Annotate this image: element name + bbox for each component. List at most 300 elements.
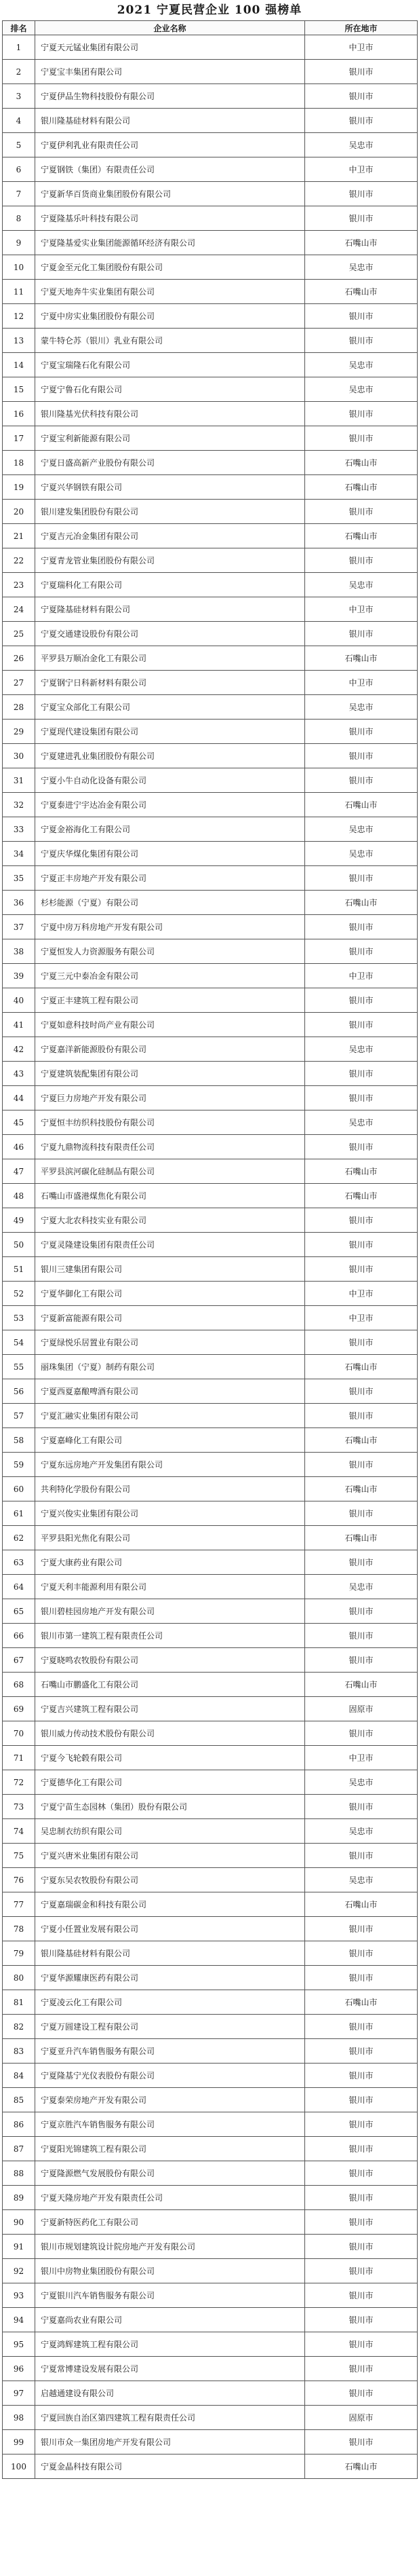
company-name-cell: 宁夏宝利新能源有限公司 [35, 426, 305, 451]
company-name-cell: 银川隆基光伏科技有限公司 [35, 402, 305, 426]
rank-cell: 51 [3, 1257, 35, 1282]
company-name-cell: 宁夏新特医药化工有限公司 [35, 2210, 305, 2235]
rank-cell: 50 [3, 1233, 35, 1257]
company-name-cell: 宁夏西夏嘉酿啤酒有限公司 [35, 1379, 305, 1404]
rank-cell: 41 [3, 1013, 35, 1037]
company-name-cell: 平罗县万顺冶金化工有限公司 [35, 646, 305, 671]
city-cell: 银川市 [305, 1550, 418, 1575]
company-name-cell: 银川隆基硅材料有限公司 [35, 1941, 305, 1966]
company-name-cell: 宁夏恒发人力资源服务有限公司 [35, 939, 305, 964]
rank-cell: 81 [3, 1990, 35, 2015]
city-cell: 银川市 [305, 1330, 418, 1355]
city-cell: 石嘴山市 [305, 646, 418, 671]
company-name-cell: 宁夏今飞轮毂有限公司 [35, 1746, 305, 1770]
company-name-cell: 宁夏新华百货商业集团股份有限公司 [35, 182, 305, 206]
city-cell: 银川市 [305, 622, 418, 646]
company-name-cell: 银川三建集团有限公司 [35, 1257, 305, 1282]
company-name-cell: 宁夏天地奔牛实业集团有限公司 [35, 280, 305, 304]
company-name-cell: 宁夏银川汽车销售服务有限公司 [35, 2283, 305, 2308]
city-cell: 石嘴山市 [305, 1990, 418, 2015]
rank-cell: 64 [3, 1575, 35, 1599]
company-name-cell: 石嘴山市盛港煤焦化有限公司 [35, 1184, 305, 1208]
city-cell: 银川市 [305, 2039, 418, 2064]
company-name-cell: 宁夏鸿辉建筑工程有限公司 [35, 2332, 305, 2357]
city-cell: 银川市 [305, 768, 418, 793]
table-row [3, 1233, 418, 1257]
company-name-cell: 宁夏常博建设发展有限公司 [35, 2357, 305, 2381]
city-cell: 银川市 [305, 2259, 418, 2283]
city-cell: 银川市 [305, 1599, 418, 1624]
rank-cell: 63 [3, 1550, 35, 1575]
rank-cell: 3 [3, 84, 35, 109]
city-cell: 银川市 [305, 2015, 418, 2039]
table-row [3, 231, 418, 255]
rank-cell: 5 [3, 133, 35, 157]
company-name-cell: 宁夏天隆房地产开发有限责任公司 [35, 2186, 305, 2210]
city-cell: 银川市 [305, 2308, 418, 2332]
rank-cell: 91 [3, 2235, 35, 2259]
city-cell: 固原市 [305, 2406, 418, 2430]
company-name-cell: 宁夏青龙管业集团股份有限公司 [35, 548, 305, 573]
city-cell: 银川市 [305, 182, 418, 206]
company-name-cell: 宁夏伊品生物科技股份有限公司 [35, 84, 305, 109]
table-row [3, 157, 418, 182]
city-cell: 银川市 [305, 2137, 418, 2161]
rank-cell: 11 [3, 280, 35, 304]
table-row [3, 2112, 418, 2137]
table-row [3, 891, 418, 915]
company-name-cell: 宁夏三元中泰冶金有限公司 [35, 964, 305, 988]
rank-cell: 54 [3, 1330, 35, 1355]
table-row [3, 597, 418, 622]
city-cell: 银川市 [305, 744, 418, 768]
table-row [3, 35, 418, 60]
table-row [3, 1208, 418, 1233]
table-row [3, 1453, 418, 1477]
rank-cell: 31 [3, 768, 35, 793]
company-name-cell: 石嘴山市鹏盛化工有限公司 [35, 1673, 305, 1697]
city-cell: 银川市 [305, 1233, 418, 1257]
table-row [3, 646, 418, 671]
rank-cell: 28 [3, 695, 35, 720]
table-row [3, 1477, 418, 1501]
rank-cell: 89 [3, 2186, 35, 2210]
rank-cell: 57 [3, 1404, 35, 1428]
rank-cell: 20 [3, 500, 35, 524]
city-cell: 石嘴山市 [305, 1673, 418, 1697]
city-cell: 银川市 [305, 2235, 418, 2259]
company-name-cell: 宁夏正丰房地产开发有限公司 [35, 866, 305, 891]
table-row [3, 1599, 418, 1624]
company-name-cell: 宁夏隆基爱实业集团能源循环经济有限公司 [35, 231, 305, 255]
rank-cell: 40 [3, 988, 35, 1013]
company-name-cell: 宁夏吉元冶金集团有限公司 [35, 524, 305, 548]
company-name-cell: 宁夏亚升汽车销售服务有限公司 [35, 2039, 305, 2064]
rank-cell: 6 [3, 157, 35, 182]
city-cell: 吴忠市 [305, 133, 418, 157]
table-row [3, 842, 418, 866]
city-cell: 中卫市 [305, 35, 418, 60]
rank-cell: 86 [3, 2112, 35, 2137]
table-row [3, 2210, 418, 2235]
company-name-cell: 宁夏兴华钢铁有限公司 [35, 475, 305, 500]
rank-cell: 4 [3, 109, 35, 133]
table-row [3, 1550, 418, 1575]
company-name-cell: 启越通建设有限公司 [35, 2381, 305, 2406]
company-name-cell: 丽珠集团（宁夏）制药有限公司 [35, 1355, 305, 1379]
company-name-cell: 宁夏天利丰能源利用有限公司 [35, 1575, 305, 1599]
table-row [3, 1086, 418, 1110]
company-name-cell: 宁夏正丰建筑工程有限公司 [35, 988, 305, 1013]
table-row [3, 548, 418, 573]
table-row [3, 182, 418, 206]
company-name-cell: 银川建发集团股份有限公司 [35, 500, 305, 524]
company-name-cell: 宁夏金至元化工集团股份有限公司 [35, 255, 305, 280]
city-cell: 银川市 [305, 1795, 418, 1819]
rank-cell: 29 [3, 720, 35, 744]
company-name-cell: 宁夏天元锰业集团有限公司 [35, 35, 305, 60]
company-name-cell: 宁夏华御化工有限公司 [35, 1282, 305, 1306]
company-name-cell: 宁夏华源耀康医药有限公司 [35, 1966, 305, 1990]
table-row [3, 1501, 418, 1526]
rank-cell: 33 [3, 817, 35, 842]
table-row [3, 1770, 418, 1795]
city-cell: 银川市 [305, 60, 418, 84]
city-cell: 中卫市 [305, 671, 418, 695]
rank-cell: 83 [3, 2039, 35, 2064]
company-name-cell: 银川威力传动技术股份有限公司 [35, 1721, 305, 1746]
company-name-cell: 宁夏交通建设股份有限公司 [35, 622, 305, 646]
city-cell: 银川市 [305, 2357, 418, 2381]
rank-cell: 60 [3, 1477, 35, 1501]
company-name-cell: 宁夏凌云化工有限公司 [35, 1990, 305, 2015]
rank-cell: 100 [3, 2454, 35, 2479]
table-body [3, 35, 418, 2479]
city-cell: 石嘴山市 [305, 1892, 418, 1917]
table-row [3, 1966, 418, 1990]
page-title: 2021 宁夏民营企业 100 强榜单 [117, 3, 302, 17]
city-cell: 银川市 [305, 1086, 418, 1110]
company-name-cell: 宁夏建筑装配集团有限公司 [35, 1062, 305, 1086]
company-name-cell: 宁夏巨力房地产开发有限公司 [35, 1086, 305, 1110]
city-cell: 中卫市 [305, 964, 418, 988]
table-row [3, 475, 418, 500]
company-name-cell: 共利特化学股份有限公司 [35, 1477, 305, 1501]
table-row [3, 2357, 418, 2381]
table-row [3, 1673, 418, 1697]
city-cell: 银川市 [305, 1917, 418, 1941]
table-row [3, 1868, 418, 1892]
rank-cell: 44 [3, 1086, 35, 1110]
company-name-cell: 宁夏宁鲁石化有限公司 [35, 377, 305, 402]
company-name-cell: 平罗县滨河碳化硅制品有限公司 [35, 1159, 305, 1184]
city-cell: 石嘴山市 [305, 1526, 418, 1550]
table-row [3, 671, 418, 695]
table-row [3, 133, 418, 157]
rank-cell: 48 [3, 1184, 35, 1208]
city-cell: 银川市 [305, 939, 418, 964]
rank-cell: 55 [3, 1355, 35, 1379]
company-name-cell: 银川市第一建筑工程有限责任公司 [35, 1624, 305, 1648]
city-cell: 银川市 [305, 1721, 418, 1746]
table-row [3, 206, 418, 231]
table-row [3, 1013, 418, 1037]
city-cell: 吴忠市 [305, 842, 418, 866]
rank-cell: 1 [3, 35, 35, 60]
table-row [3, 744, 418, 768]
city-cell: 中卫市 [305, 1282, 418, 1306]
rank-cell: 18 [3, 451, 35, 475]
company-name-cell: 宁夏万圆建设工程有限公司 [35, 2015, 305, 2039]
company-name-cell: 宁夏九鼎物流科技有限责任公司 [35, 1135, 305, 1159]
rank-cell: 46 [3, 1135, 35, 1159]
table-row [3, 1844, 418, 1868]
table-row [3, 1306, 418, 1330]
table-row [3, 1819, 418, 1844]
rank-cell: 9 [3, 231, 35, 255]
rank-cell: 77 [3, 1892, 35, 1917]
city-cell: 吴忠市 [305, 1770, 418, 1795]
city-cell: 银川市 [305, 988, 418, 1013]
city-cell: 银川市 [305, 720, 418, 744]
rank-cell: 80 [3, 1966, 35, 1990]
company-name-cell: 宁夏中房万科房地产开发有限公司 [35, 915, 305, 939]
company-name-cell: 蒙牛特仑苏（银川）乳业有限公司 [35, 329, 305, 353]
city-cell: 银川市 [305, 1501, 418, 1526]
city-cell: 银川市 [305, 2112, 418, 2137]
rank-cell: 67 [3, 1648, 35, 1673]
city-cell: 吴忠市 [305, 573, 418, 597]
table-row [3, 793, 418, 817]
city-cell: 石嘴山市 [305, 524, 418, 548]
company-name-cell: 宁夏回族自治区第四建筑工程有限责任公司 [35, 2406, 305, 2430]
company-name-cell: 宁夏伊利乳业有限责任公司 [35, 133, 305, 157]
company-name-cell: 宁夏现代建设集团有限公司 [35, 720, 305, 744]
company-name-cell: 银川中房物业集团股份有限公司 [35, 2259, 305, 2283]
table-row [3, 2186, 418, 2210]
company-name-cell: 宁夏宝众部化工有限公司 [35, 695, 305, 720]
rank-cell: 14 [3, 353, 35, 377]
city-cell: 石嘴山市 [305, 1428, 418, 1453]
rank-cell: 71 [3, 1746, 35, 1770]
city-cell: 吴忠市 [305, 377, 418, 402]
city-cell: 银川市 [305, 500, 418, 524]
rank-cell: 34 [3, 842, 35, 866]
rank-cell: 27 [3, 671, 35, 695]
table-row [3, 1404, 418, 1428]
rank-cell: 53 [3, 1306, 35, 1330]
table-row [3, 768, 418, 793]
rank-cell: 88 [3, 2161, 35, 2186]
company-name-cell: 宁夏大北农科技实业有限公司 [35, 1208, 305, 1233]
company-name-cell: 宁夏京胜汽车销售服务有限公司 [35, 2112, 305, 2137]
company-name-cell: 宁夏钢铁（集团）有限责任公司 [35, 157, 305, 182]
company-name-cell: 杉杉能源（宁夏）有限公司 [35, 891, 305, 915]
company-name-cell: 宁夏建进乳业集团股份有限公司 [35, 744, 305, 768]
rank-cell: 37 [3, 915, 35, 939]
table-row [3, 524, 418, 548]
rank-cell: 21 [3, 524, 35, 548]
table-row [3, 1355, 418, 1379]
rank-cell: 69 [3, 1697, 35, 1721]
table-row [3, 2161, 418, 2186]
table-row [3, 1062, 418, 1086]
table-row [3, 1892, 418, 1917]
rank-cell: 12 [3, 304, 35, 329]
rank-cell: 52 [3, 1282, 35, 1306]
city-cell: 吴忠市 [305, 817, 418, 842]
company-name-cell: 宁夏庆华煤化集团有限公司 [35, 842, 305, 866]
company-name-cell: 宁夏日盛高新产业股份有限公司 [35, 451, 305, 475]
table-row [3, 2088, 418, 2112]
table-header [3, 21, 418, 35]
company-name-cell: 宁夏嘉瑞碳金和科技有限公司 [35, 1892, 305, 1917]
city-cell: 银川市 [305, 1379, 418, 1404]
rank-cell: 84 [3, 2064, 35, 2088]
city-cell: 银川市 [305, 1257, 418, 1282]
company-name-cell: 宁夏阳光锦建筑工程有限公司 [35, 2137, 305, 2161]
table-row [3, 2454, 418, 2479]
company-name-cell: 宁夏泰荣房地产开发有限公司 [35, 2088, 305, 2112]
company-name-cell: 银川碧桂园房地产开发有限公司 [35, 1599, 305, 1624]
company-name-cell: 宁夏隆基硅材料有限公司 [35, 597, 305, 622]
table-row [3, 1379, 418, 1404]
city-cell: 银川市 [305, 1941, 418, 1966]
company-name-cell: 吴忠制衣纺织有限公司 [35, 1819, 305, 1844]
company-name-cell: 银川隆基硅材料有限公司 [35, 109, 305, 133]
company-name-cell: 宁夏东远房地产开发集团有限公司 [35, 1453, 305, 1477]
ranking-table [2, 20, 418, 2479]
table-row [3, 1110, 418, 1135]
company-name-cell: 宁夏兴俊实业集团有限公司 [35, 1501, 305, 1526]
city-cell: 银川市 [305, 1453, 418, 1477]
table-row [3, 1795, 418, 1819]
table-row [3, 1648, 418, 1673]
table-row [3, 329, 418, 353]
table-row [3, 939, 418, 964]
city-cell: 吴忠市 [305, 1819, 418, 1844]
table-row [3, 2137, 418, 2161]
table-row [3, 1526, 418, 1550]
city-cell: 吴忠市 [305, 1037, 418, 1062]
company-name-cell: 宁夏灵隆建设集团有限责任公司 [35, 1233, 305, 1257]
table-row [3, 2015, 418, 2039]
rank-cell: 8 [3, 206, 35, 231]
city-cell: 银川市 [305, 2332, 418, 2357]
rank-cell: 94 [3, 2308, 35, 2332]
table-row [3, 1330, 418, 1355]
city-cell: 银川市 [305, 2430, 418, 2454]
rank-cell: 98 [3, 2406, 35, 2430]
city-cell: 中卫市 [305, 597, 418, 622]
city-cell: 石嘴山市 [305, 793, 418, 817]
city-cell: 银川市 [305, 2210, 418, 2235]
company-name-cell: 宁夏晓鸣农牧股份有限公司 [35, 1648, 305, 1673]
city-cell: 石嘴山市 [305, 2454, 418, 2479]
rank-cell: 96 [3, 2357, 35, 2381]
rank-cell: 79 [3, 1941, 35, 1966]
rank-cell: 95 [3, 2332, 35, 2357]
rank-cell: 30 [3, 744, 35, 768]
city-cell: 石嘴山市 [305, 231, 418, 255]
company-name-cell: 宁夏嘉洋新能源股份有限公司 [35, 1037, 305, 1062]
table-row [3, 2308, 418, 2332]
rank-cell: 72 [3, 1770, 35, 1795]
rank-cell: 92 [3, 2259, 35, 2283]
rank-cell: 39 [3, 964, 35, 988]
city-cell: 银川市 [305, 109, 418, 133]
city-cell: 银川市 [305, 1844, 418, 1868]
rank-cell: 19 [3, 475, 35, 500]
rank-cell: 75 [3, 1844, 35, 1868]
company-name-cell: 宁夏宝丰集团有限公司 [35, 60, 305, 84]
city-cell: 中卫市 [305, 157, 418, 182]
company-name-cell: 银川市众一集团房地产开发有限公司 [35, 2430, 305, 2454]
company-name-cell: 平罗县阳光焦化有限公司 [35, 1526, 305, 1550]
rank-cell: 24 [3, 597, 35, 622]
city-cell: 银川市 [305, 548, 418, 573]
rank-cell: 38 [3, 939, 35, 964]
rank-cell: 68 [3, 1673, 35, 1697]
rank-cell: 74 [3, 1819, 35, 1844]
rank-cell: 10 [3, 255, 35, 280]
city-cell: 银川市 [305, 329, 418, 353]
rank-cell: 49 [3, 1208, 35, 1233]
table-row [3, 622, 418, 646]
table-row [3, 500, 418, 524]
city-cell: 银川市 [305, 1966, 418, 1990]
rank-cell: 17 [3, 426, 35, 451]
company-name-cell: 宁夏宁苗生态园林（集团）股份有限公司 [35, 1795, 305, 1819]
table-row [3, 304, 418, 329]
company-name-cell: 宁夏中房实业集团股份有限公司 [35, 304, 305, 329]
city-cell: 银川市 [305, 2381, 418, 2406]
city-cell: 吴忠市 [305, 353, 418, 377]
table-row [3, 1624, 418, 1648]
rank-cell: 16 [3, 402, 35, 426]
header-company-name: 企业名称 [35, 21, 305, 35]
rank-cell: 22 [3, 548, 35, 573]
company-name-cell: 宁夏泰进宁宇达冶金有限公司 [35, 793, 305, 817]
table-row [3, 1990, 418, 2015]
company-name-cell: 宁夏瑞科化工有限公司 [35, 573, 305, 597]
rank-cell: 56 [3, 1379, 35, 1404]
table-row [3, 915, 418, 939]
company-name-cell: 宁夏汇融实业集团有限公司 [35, 1404, 305, 1428]
table-row [3, 2381, 418, 2406]
table-row [3, 1428, 418, 1453]
company-name-cell: 宁夏隆基乐叶科技有限公司 [35, 206, 305, 231]
company-name-cell: 宁夏绿悦乐居置业有限公司 [35, 1330, 305, 1355]
table-row [3, 353, 418, 377]
table-row [3, 1184, 418, 1208]
rank-cell: 2 [3, 60, 35, 84]
rank-cell: 26 [3, 646, 35, 671]
city-cell: 银川市 [305, 1135, 418, 1159]
city-cell: 银川市 [305, 1404, 418, 1428]
table-row [3, 1721, 418, 1746]
company-name-cell: 宁夏嘉尚农业有限公司 [35, 2308, 305, 2332]
table-row [3, 1159, 418, 1184]
rank-cell: 65 [3, 1599, 35, 1624]
city-cell: 中卫市 [305, 1746, 418, 1770]
city-cell: 石嘴山市 [305, 891, 418, 915]
rank-cell: 73 [3, 1795, 35, 1819]
city-cell: 银川市 [305, 1208, 418, 1233]
rank-cell: 62 [3, 1526, 35, 1550]
city-cell: 银川市 [305, 402, 418, 426]
city-cell: 银川市 [305, 915, 418, 939]
